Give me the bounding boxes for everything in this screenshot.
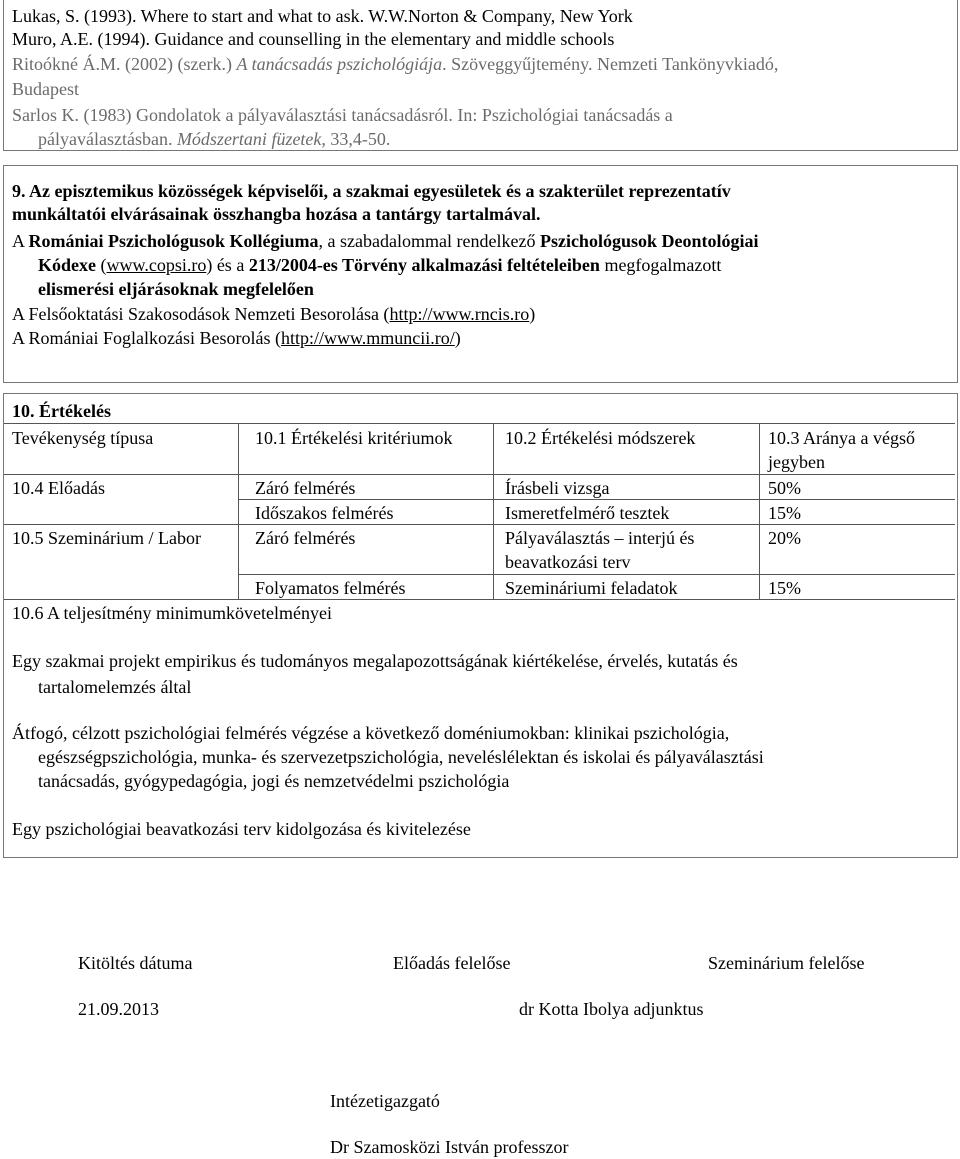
table-row-4-criterion: Folyamatos felmérés <box>255 578 406 598</box>
table-header-activity-type: Tevékenység típusa <box>12 428 154 448</box>
reference-ritookne: Ritoókné Á.M. (2002) (szerk.) A tanácsadás pszichológiája. Szöveggyűjtemény. Nemzeti Tankönyvkiadó, <box>12 54 779 74</box>
table-row-3-method-cont: beavatkozási terv <box>505 552 631 572</box>
reference-sarlos: Sarlos K. (1983) Gondolatok a pályaválasztási tanácsadásról. In: Pszichológiai tanácsadás a <box>12 105 673 125</box>
table-header-weight-cont: jegyben <box>768 452 825 472</box>
copsi-link[interactable]: www.copsi.ro <box>106 255 207 275</box>
table-col-divider-3 <box>759 423 760 599</box>
reference-ritookne-cont: Budapest <box>12 79 79 99</box>
section-9-heading: 9. Az episztemikus közösségek képviselői, a szakmai egyesületek és a szakterület reprezentatív <box>12 181 731 201</box>
table-rule-row1 <box>238 499 955 500</box>
rncis-link[interactable]: http://www.rncis.ro <box>389 304 530 324</box>
completion-date-label: Kitöltés dátuma <box>78 953 193 973</box>
table-rule-row3 <box>238 574 955 575</box>
minimum-requirement-2-end: tanácsadás, gyógypedagógia, jogi és nemzetvédelmi pszichológia <box>38 771 510 791</box>
table-row-4-weight: 15% <box>768 578 801 598</box>
table-row-3-method: Pályaválasztás – interjú és <box>505 528 695 548</box>
table-row-1-method: Írásbeli vizsga <box>505 478 610 498</box>
section-9-paragraph-3: A Romániai Foglalkozási Besorolás (http://www.mmuncii.ro/) <box>12 328 461 348</box>
section-10-heading: 10. Értékelés <box>12 401 111 421</box>
minimum-requirement-2: Átfogó, célzott pszichológiai felmérés végzése a következő doméniumokban: klinikai pszichológia, <box>12 723 730 743</box>
table-header-weight: 10.3 Aránya a végső <box>768 428 915 448</box>
minimum-requirement-3: Egy pszichológiai beavatkozási terv kidolgozása és kivitelezése <box>12 819 471 839</box>
table-rule-row2 <box>4 524 955 525</box>
director-label: Intézetigazgató <box>330 1091 440 1111</box>
table-row-2-weight: 15% <box>768 503 801 523</box>
reference-lukas: Lukas, S. (1993). Where to start and what to ask. W.W.Norton & Company, New York <box>12 6 633 26</box>
table-row-2-method: Ismeretfelmérő tesztek <box>505 503 670 523</box>
reference-muro: Muro, A.E. (1994). Guidance and counselling in the elementary and middle schools <box>12 29 615 49</box>
table-header-methods: 10.2 Értékelési módszerek <box>505 428 696 448</box>
table-row-1-type: 10.4 Előadás <box>12 478 105 498</box>
table-row-1-weight: 50% <box>768 478 801 498</box>
section-9-paragraph-1: A Romániai Pszichológusok Kollégiuma, a szabadalommal rendelkező Pszichológusok Deontológiai <box>12 231 759 251</box>
mmuncii-link[interactable]: http://www.mmuncii.ro/ <box>280 328 455 348</box>
minimum-requirements-title: 10.6 A teljesítmény minimumkövetelményei <box>12 603 332 623</box>
table-rule-top <box>4 423 955 424</box>
lecture-responsible-label: Előadás felelőse <box>393 953 511 973</box>
table-row-1-criterion: Záró felmérés <box>255 478 356 498</box>
table-row-2-criterion: Időszakos felmérés <box>255 503 394 523</box>
seminar-responsible-label: Szeminárium felelőse <box>708 953 865 973</box>
table-row-3-weight: 20% <box>768 528 801 548</box>
section-9-paragraph-1-end: elismerési eljárásoknak megfelelően <box>38 279 314 299</box>
table-rule-row4 <box>4 599 955 600</box>
table-row-3-type: 10.5 Szeminárium / Labor <box>12 528 201 548</box>
table-header-criteria: 10.1 Értékelési kritériumok <box>255 428 453 448</box>
minimum-requirement-2-cont: egészségpszichológia, munka- és szervezetpszichológia, neveléslélektan és iskolai és pályaválasztási <box>38 747 764 767</box>
completion-date-value: 21.09.2013 <box>78 999 159 1019</box>
section-9-heading-cont: munkáltatói elvárásainak összhangba hozása a tantárgy tartalmával. <box>12 204 541 224</box>
table-row-4-method: Szemináriumi feladatok <box>505 578 678 598</box>
table-col-divider-2 <box>493 423 494 599</box>
lecturer-name: dr Kotta Ibolya adjunktus <box>519 999 704 1019</box>
table-rule-header-bottom <box>4 474 955 475</box>
director-name: Dr Szamosközi István professzor <box>330 1137 569 1157</box>
section-9-paragraph-2: A Felsőoktatási Szakosodások Nemzeti Besorolása (http://www.rncis.ro) <box>12 304 536 324</box>
minimum-requirement-1-cont: tartalomelemzés által <box>38 677 192 697</box>
table-col-divider-1 <box>238 423 239 599</box>
table-row-3-criterion: Záró felmérés <box>255 528 356 548</box>
reference-sarlos-cont: pályaválasztásban. Módszertani füzetek, 33,4-50. <box>38 129 391 149</box>
minimum-requirement-1: Egy szakmai projekt empirikus és tudományos megalapozottságának kiértékelése, érvelés, kutatás és <box>12 651 738 671</box>
section-9-paragraph-1-cont: Kódexe (www.copsi.ro) és a 213/2004-es Törvény alkalmazási feltételeiben megfogalmazott <box>38 255 722 275</box>
